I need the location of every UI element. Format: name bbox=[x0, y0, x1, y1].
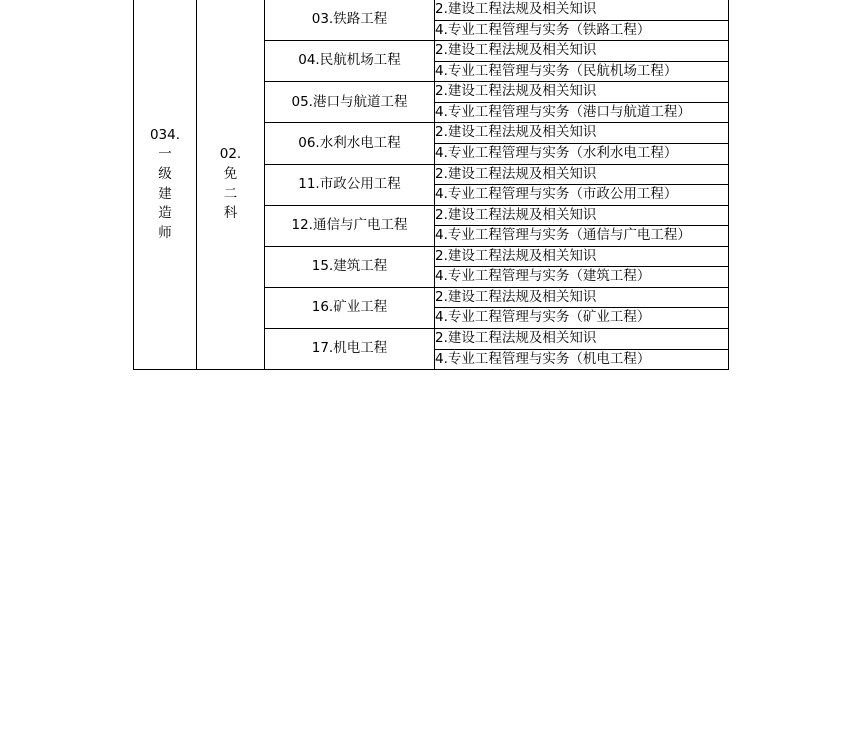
cell-subject-1-1: 4.专业工程管理与实务（民航机场工程） bbox=[435, 61, 729, 82]
cell-subject-2-0: 2.建设工程法规及相关知识 bbox=[435, 82, 729, 103]
cell-subject-7-0: 2.建设工程法规及相关知识 bbox=[435, 287, 729, 308]
cell-subject-4-0: 2.建设工程法规及相关知识 bbox=[435, 164, 729, 185]
cell-subject-3-0: 2.建设工程法规及相关知识 bbox=[435, 123, 729, 144]
cell-subject-6-1: 4.专业工程管理与实务（建筑工程） bbox=[435, 267, 729, 288]
cell-policy bbox=[197, 0, 265, 370]
category-char-1: 级 bbox=[158, 166, 172, 182]
policy-char-0: 免 bbox=[223, 166, 238, 182]
category-char-4: 师 bbox=[158, 224, 172, 241]
cell-subject-4-1: 4.专业工程管理与实务（市政公用工程） bbox=[435, 185, 729, 206]
cell-subject-2-1: 4.专业工程管理与实务（港口与航道工程） bbox=[435, 102, 729, 123]
cell-major-6: 15.建筑工程 bbox=[265, 246, 435, 287]
cell-subject-7-1: 4.专业工程管理与实务（矿业工程） bbox=[435, 308, 729, 329]
cell-subject-1-0: 2.建设工程法规及相关知识 bbox=[435, 41, 729, 62]
cell-subject-3-1: 4.专业工程管理与实务（水利水电工程） bbox=[435, 143, 729, 164]
category-char-3: 造 bbox=[158, 205, 172, 222]
cell-major-3: 06.水利水电工程 bbox=[265, 123, 435, 164]
cell-subject-6-0: 2.建设工程法规及相关知识 bbox=[435, 246, 729, 267]
exam-subjects-table bbox=[133, 0, 729, 370]
cell-major-5: 12.通信与广电工程 bbox=[265, 205, 435, 246]
cell-major-1: 04.民航机场工程 bbox=[265, 41, 435, 82]
cell-major-2: 05.港口与航道工程 bbox=[265, 82, 435, 123]
cell-major-7: 16.矿业工程 bbox=[265, 287, 435, 328]
table-row bbox=[134, 0, 729, 20]
cell-major-0: 03.铁路工程 bbox=[265, 0, 435, 41]
category-char-2: 建 bbox=[158, 185, 172, 202]
policy-char-1: 二 bbox=[223, 185, 238, 202]
cell-subject-0-1: 4.专业工程管理与实务（铁路工程） bbox=[435, 20, 729, 41]
cell-subject-5-1: 4.专业工程管理与实务（通信与广电工程） bbox=[435, 226, 729, 247]
cell-subject-8-0: 2.建设工程法规及相关知识 bbox=[435, 329, 729, 350]
policy-number: 02. bbox=[219, 146, 242, 163]
policy-char-2: 科 bbox=[223, 205, 238, 222]
cell-subject-5-0: 2.建设工程法规及相关知识 bbox=[435, 205, 729, 226]
category-char-0: 一 bbox=[158, 146, 172, 163]
cell-major-8: 17.机电工程 bbox=[265, 329, 435, 370]
cell-subject-8-1: 4.专业工程管理与实务（机电工程） bbox=[435, 349, 729, 370]
cell-major-4: 11.市政公用工程 bbox=[265, 164, 435, 205]
category-number: 034. bbox=[149, 126, 181, 143]
cell-category bbox=[134, 0, 197, 370]
cell-subject-0-0: 2.建设工程法规及相关知识 bbox=[435, 0, 729, 20]
